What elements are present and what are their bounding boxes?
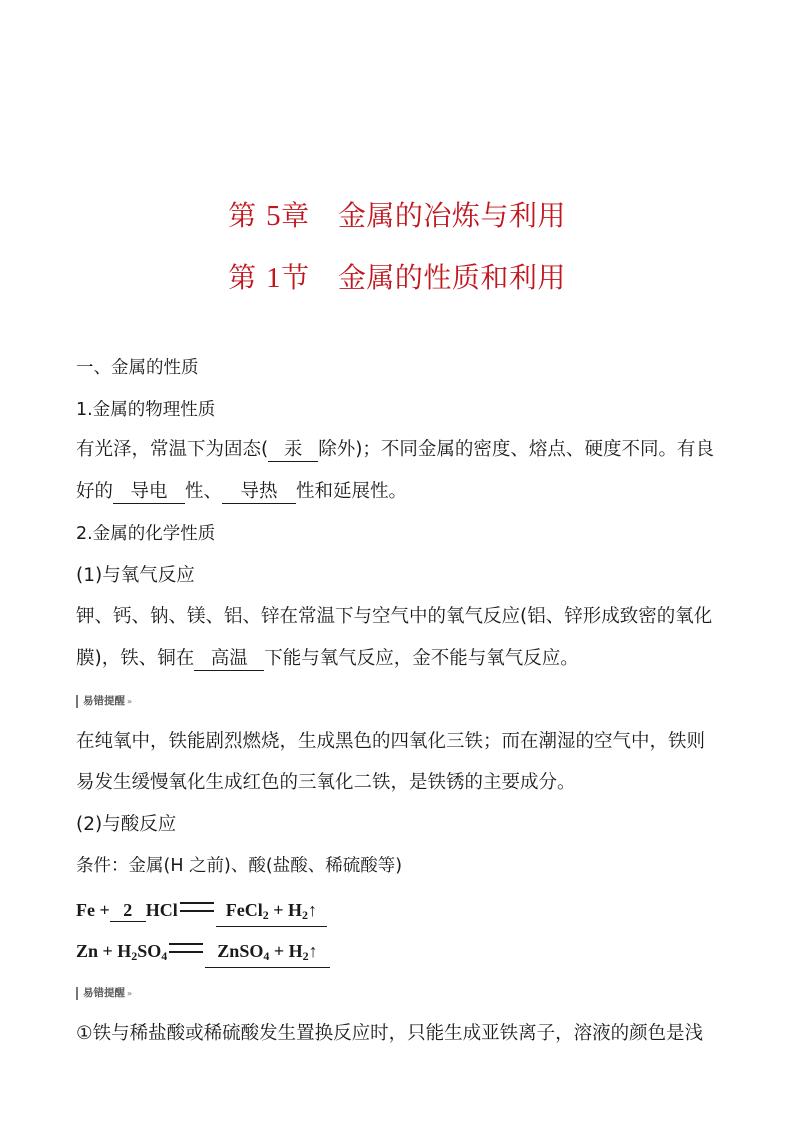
equals-sign (169, 943, 203, 953)
chemical-heading: 2.金属的化学性质 (76, 524, 216, 544)
tip-label: 易错提醒 (83, 695, 125, 707)
answer-blank-products-zinc (205, 940, 329, 968)
eq-text: + H (268, 900, 303, 920)
physical-line-2 (76, 479, 726, 505)
oxygen-line-1: 钾、钙、钠、镁、铝、锌在常温下与空气中的氧气反应(铝、锌形成致密的氧化 (76, 606, 713, 627)
answer-blank-products-iron (216, 899, 327, 927)
eq-subscript: 2 (131, 949, 138, 963)
eq-subscript: 4 (263, 949, 270, 963)
text-run: 膜)，铁、铜在 (76, 648, 195, 669)
text-run: 好的 (76, 481, 114, 502)
answer-blank-electric: 导电 (113, 481, 185, 504)
eq-subscript: 2 (262, 908, 269, 922)
eq-text: FeCl (225, 900, 263, 920)
tip1-line-1: 在纯氧中，铁能剧烈燃烧，生成黑色的四氧化三铁；而在潮湿的空气中，铁则 (76, 731, 706, 752)
tip-label: 易错提醒 (83, 987, 125, 999)
tip-badge-1 (76, 695, 132, 708)
eq-text: Fe + (76, 900, 110, 920)
text-run: 性、 (185, 481, 223, 502)
chapter-title (0, 194, 794, 234)
answer-blank-coefficient: 2 (110, 899, 146, 922)
equation-zinc (76, 938, 726, 969)
section-number: 1 (266, 262, 282, 294)
equation-iron (76, 897, 726, 927)
section-prefix: 第 (228, 261, 257, 294)
section-name: 金属的性质和利用 (337, 261, 566, 294)
text-run: 有光泽，常温下为固态( (76, 439, 269, 460)
tip-chevron-icon: » (127, 697, 133, 706)
eq-subscript: 4 (161, 949, 168, 963)
tip-badge-2 (76, 987, 132, 1000)
chapter-number: 5 (266, 200, 282, 232)
chapter-prefix: 第 (228, 199, 257, 232)
text-run: 下能与氧气反应，金不能与氧气反应。 (264, 648, 579, 669)
acid-heading: (2)与酸反应 (76, 814, 177, 835)
gas-arrow-icon: ↑ (308, 941, 318, 961)
tip1-line-2: 易发生缓慢氧化生成红色的三氧化二铁，是铁锈的主要成分。 (76, 772, 576, 793)
text-run: 除外)；不同金属的密度、熔点、硬度不同。有良 (318, 439, 714, 460)
chapter-suffix: 章 (281, 199, 310, 232)
tip-chevron-icon: » (127, 989, 133, 998)
answer-blank-high-temp: 高温 (194, 648, 264, 671)
oxygen-line-2 (76, 646, 726, 672)
tip2-line-1: ①铁与稀盐酸或稀硫酸发生置换反应时，只能生成亚铁离子，溶液的颜色是浅 (76, 1023, 704, 1044)
eq-text: Zn + H (76, 941, 132, 961)
eq-subscript: 2 (302, 908, 309, 922)
eq-text: SO (137, 941, 162, 961)
section-suffix: 节 (281, 261, 310, 294)
part-heading: 一、金属的性质 (76, 358, 199, 378)
answer-blank-heat: 导热 (222, 481, 296, 504)
acid-condition: 条件：金属(H 之前)、酸(盐酸、稀硫酸等) (76, 856, 403, 876)
gas-arrow-icon: ↑ (308, 900, 318, 920)
eq-text: ZnSO (217, 941, 264, 961)
answer-blank-mercury: 汞 (268, 439, 318, 462)
chapter-name: 金属的冶炼与利用 (337, 199, 566, 232)
text-run: 性和延展性。 (296, 481, 408, 502)
eq-subscript: 2 (302, 949, 309, 963)
equals-sign (180, 902, 214, 912)
eq-text: + H (269, 941, 303, 961)
physical-heading: 1.金属的物理性质 (76, 400, 216, 420)
section-title (0, 256, 794, 296)
physical-line-1 (76, 437, 726, 463)
oxygen-heading: (1)与氧气反应 (76, 565, 195, 586)
eq-text: HCl (145, 900, 178, 920)
